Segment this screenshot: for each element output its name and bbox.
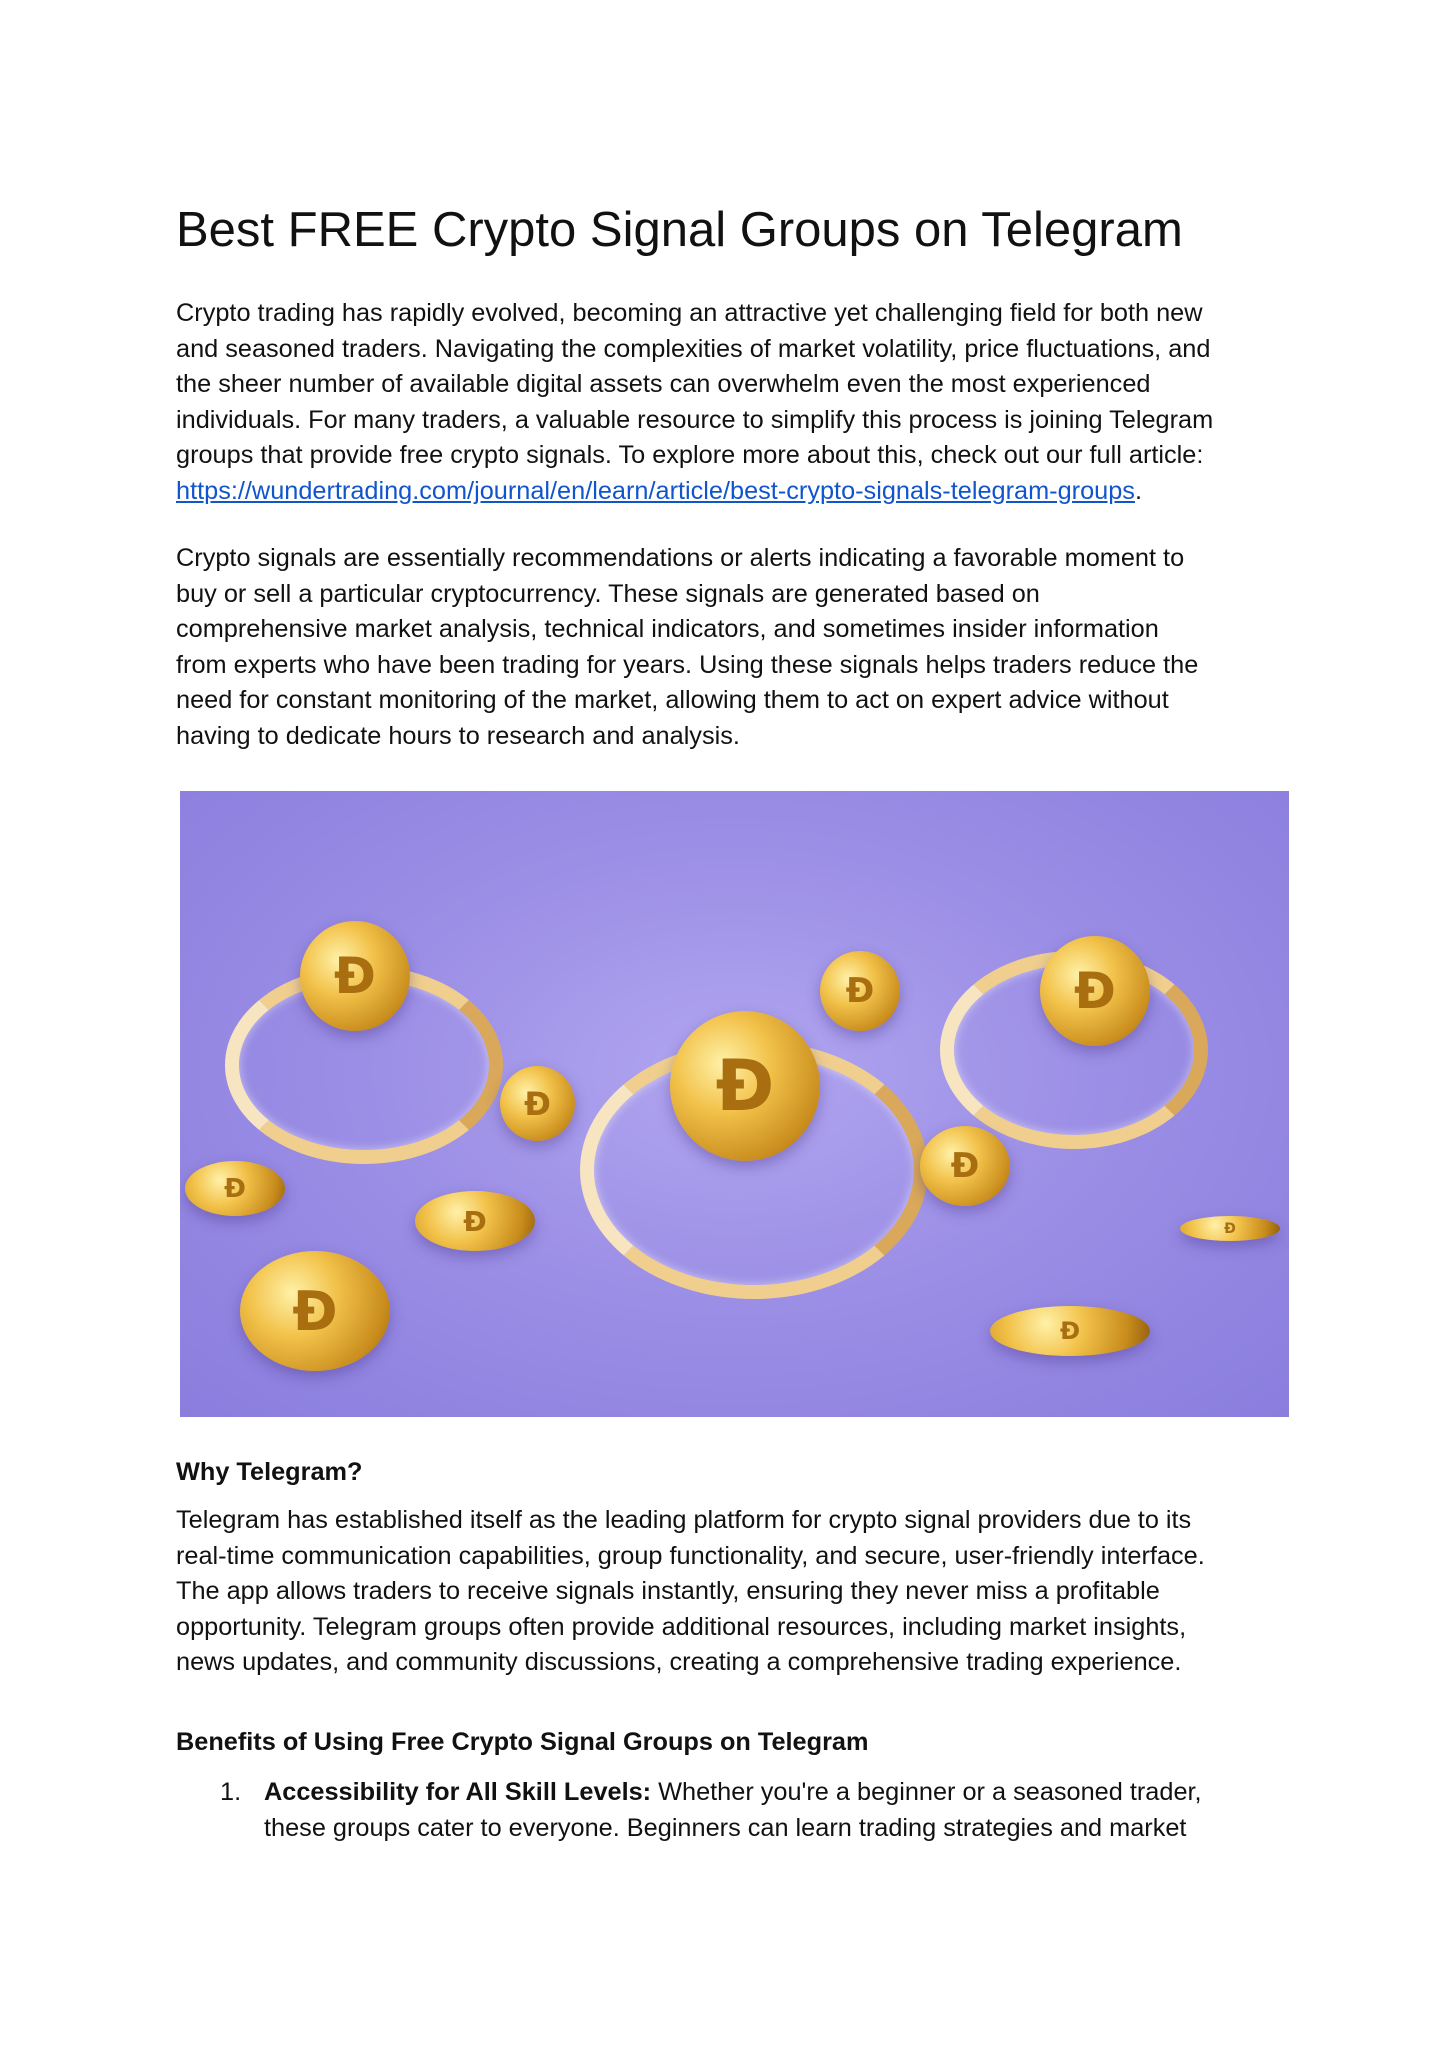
text-line: and seasoned traders. Navigating the complexities of market volatility, price fluctuations, and bbox=[176, 334, 1211, 363]
text-line: comprehensive market analysis, technical indicators, and sometimes insider information bbox=[176, 615, 1159, 644]
coin-icon bbox=[185, 1161, 285, 1216]
coin-icon bbox=[415, 1191, 535, 1251]
list-number: 1. bbox=[220, 1778, 242, 1806]
section-heading-benefits: Benefits of Using Free Crypto Signal Groups on Telegram bbox=[176, 1728, 869, 1756]
coin-icon bbox=[990, 1306, 1150, 1356]
coin-icon bbox=[300, 921, 410, 1031]
text-line: The app allows traders to receive signals instantly, ensuring they never miss a profitable bbox=[176, 1577, 1160, 1606]
coin-icon bbox=[500, 1066, 575, 1141]
coin-icon bbox=[1180, 1216, 1280, 1241]
text-line: having to dedicate hours to research and analysis. bbox=[176, 721, 740, 750]
coin-icon bbox=[820, 951, 900, 1031]
text-line: news updates, and community discussions, creating a comprehensive trading experience. bbox=[176, 1648, 1182, 1677]
text-line: need for constant monitoring of the market, allowing them to act on expert advice without bbox=[176, 686, 1169, 715]
intro-paragraph bbox=[176, 296, 1213, 510]
signals-paragraph bbox=[176, 541, 1198, 755]
page-title: Best FREE Crypto Signal Groups on Telegram bbox=[176, 203, 1183, 257]
section-heading-why-telegram: Why Telegram? bbox=[176, 1458, 363, 1486]
list-item-label: Accessibility for All Skill Levels: bbox=[264, 1778, 652, 1806]
list-item-text: Whether you're a beginner or a seasoned trader, bbox=[651, 1778, 1202, 1806]
list-item-continuation: these groups cater to everyone. Beginners can learn trading strategies and market bbox=[264, 1814, 1187, 1842]
coin-icon bbox=[240, 1251, 390, 1371]
coin-icon bbox=[920, 1126, 1010, 1206]
text-line: individuals. For many traders, a valuable resource to simplify this process is joining Telegram bbox=[176, 405, 1214, 434]
text-line: Crypto trading has rapidly evolved, becoming an attractive yet challenging field for both new bbox=[176, 299, 1203, 327]
coin-icon bbox=[1040, 936, 1150, 1046]
text-line: groups that provide free crypto signals. To explore more about this, check out our full article: bbox=[176, 441, 1204, 470]
text-line: real-time communication capabilities, group functionality, and secure, user-friendly interface. bbox=[176, 1541, 1205, 1570]
coin-icon bbox=[670, 1011, 820, 1161]
text-line: Telegram has established itself as the leading platform for crypto signal providers due to its bbox=[176, 1506, 1192, 1534]
article-link[interactable]: https://wundertrading.com/journal/en/learn/article/best-crypto-signals-telegram-groups bbox=[176, 476, 1135, 505]
text-line: Crypto signals are essentially recommendations or alerts indicating a favorable moment to bbox=[176, 544, 1185, 572]
text-line: from experts who have been trading for years. Using these signals helps traders reduce the bbox=[176, 650, 1199, 679]
text-line: buy or sell a particular cryptocurrency. These signals are generated based on bbox=[176, 579, 1040, 608]
crypto-coins-image bbox=[180, 791, 1289, 1417]
text-line: opportunity. Telegram groups often provide additional resources, including market insights, bbox=[176, 1612, 1187, 1641]
text-line: the sheer number of available digital assets can overwhelm even the most experienced bbox=[176, 370, 1151, 399]
link-suffix: . bbox=[1134, 476, 1142, 505]
why-telegram-paragraph bbox=[176, 1503, 1205, 1681]
link-line bbox=[176, 474, 1213, 510]
